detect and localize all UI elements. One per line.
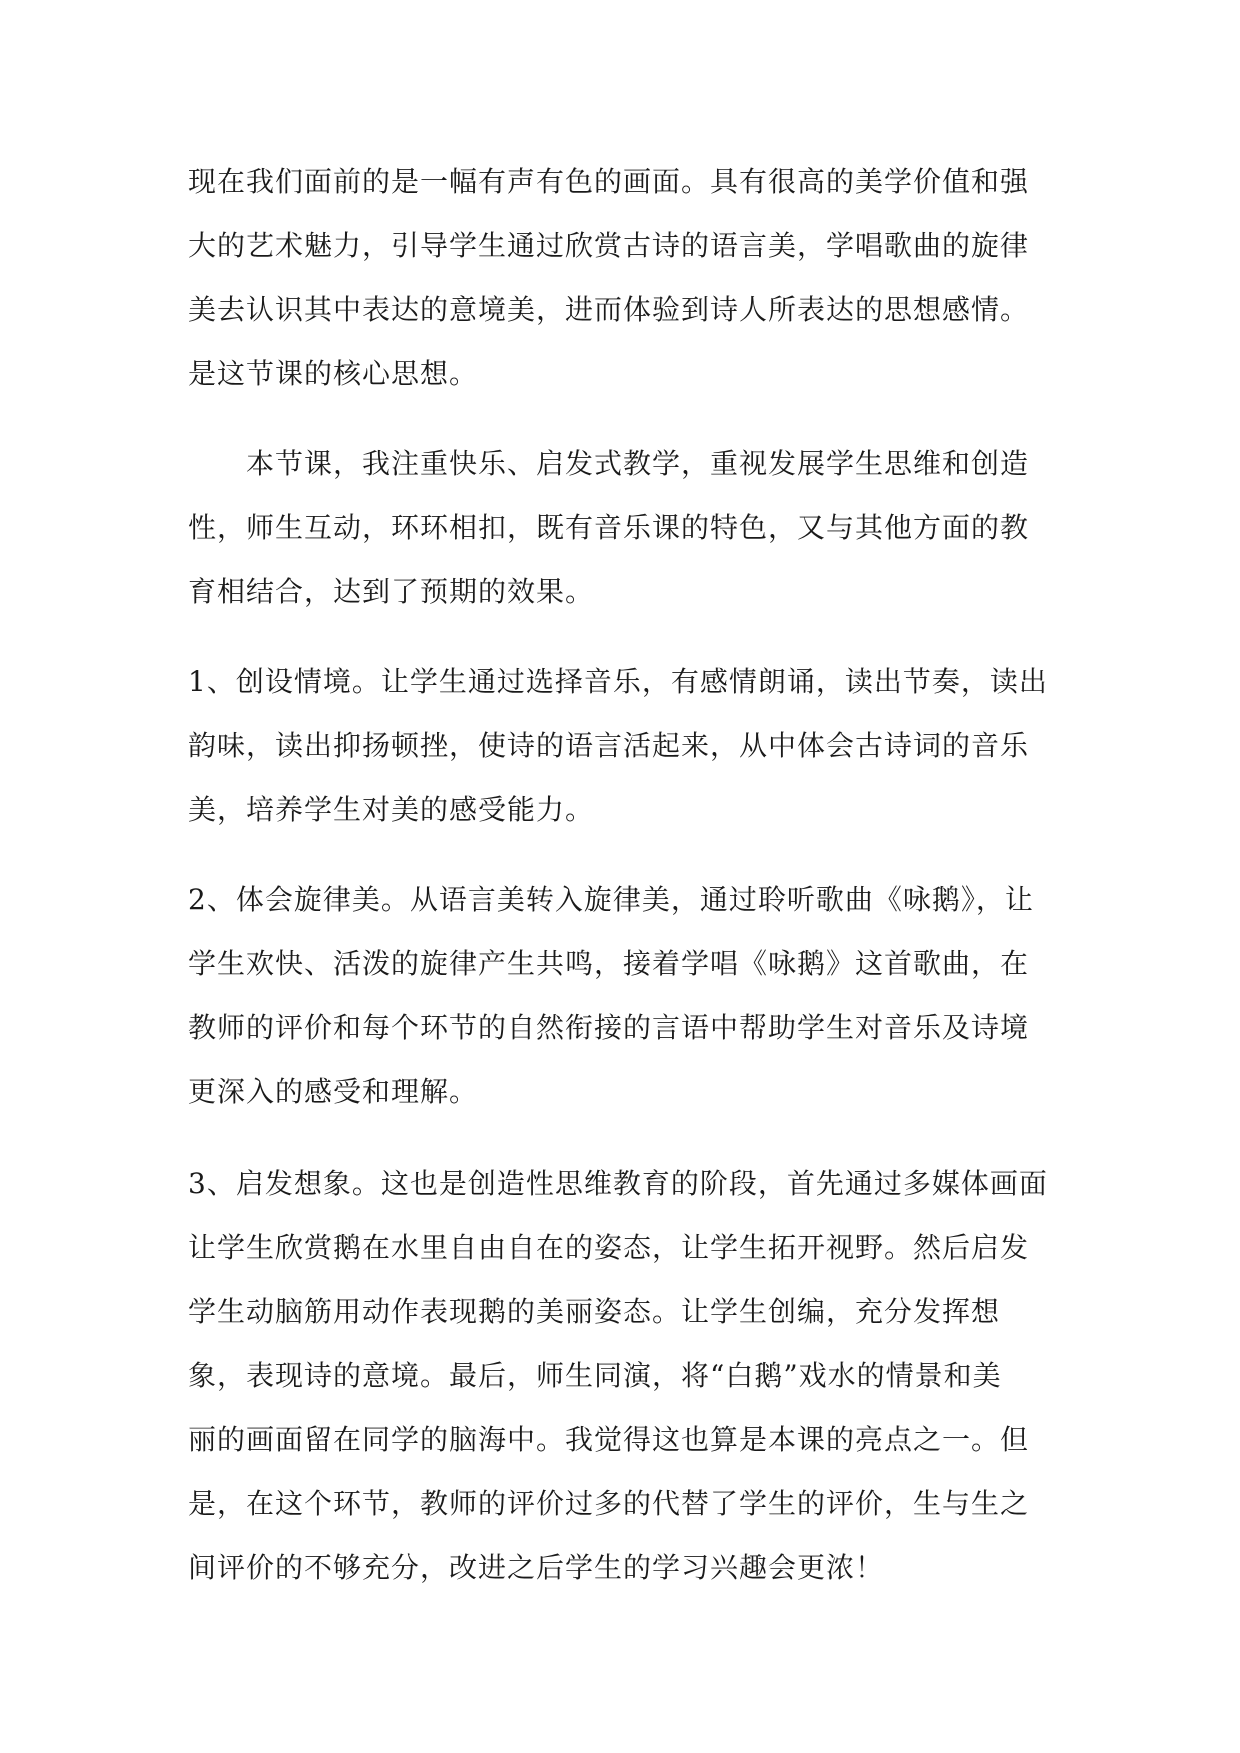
- text-line: 让学生欣赏鹅在水里自由自在的姿态，让学生拓开视野。然后启发: [188, 1231, 1030, 1264]
- text-line: 象，表现诗的意境。最后，师生同演，将“白鹅”戏水的情景和美: [188, 1359, 1002, 1392]
- text-line: 更深入的感受和理解。: [188, 1075, 479, 1108]
- paragraph-point-1: [188, 650, 1048, 842]
- text-line: 美，培养学生对美的感受能力。: [188, 793, 595, 826]
- text-line: 1、创设情境。让学生通过选择音乐，有感情朗诵，读出节奏，读出: [188, 665, 1048, 698]
- text-line: 学生欢快、活泼的旋律产生共鸣，接着学唱《咏鹅》这首歌曲，在: [188, 947, 1030, 980]
- text-line: 是，在这个环节，教师的评价过多的代替了学生的评价，生与生之: [188, 1487, 1030, 1520]
- text-line: 性，师生互动，环环相扣，既有音乐课的特色，又与其他方面的教: [188, 511, 1030, 544]
- text-line: 丽的画面留在同学的脑海中。我觉得这也算是本课的亮点之一。但: [188, 1423, 1030, 1456]
- paragraph-lesson-overview: [188, 432, 1048, 624]
- text-line: 现在我们面前的是一幅有声有色的画面。具有很高的美学价值和强: [188, 165, 1030, 198]
- paragraph-point-2: [188, 868, 1048, 1124]
- text-line: 大的艺术魅力，引导学生通过欣赏古诗的语言美，学唱歌曲的旋律: [188, 229, 1030, 262]
- text-line: 美去认识其中表达的意境美，进而体验到诗人所表达的思想感情。: [188, 293, 1030, 326]
- paragraph-intro: [188, 150, 1048, 406]
- text-line: 韵味，读出抑扬顿挫，使诗的语言活起来，从中体会古诗词的音乐: [188, 729, 1030, 762]
- paragraph-point-3: [188, 1152, 1048, 1600]
- text-line: 教师的评价和每个环节的自然衔接的言语中帮助学生对音乐及诗境: [188, 1011, 1030, 1044]
- text-line: 是这节课的核心思想。: [188, 357, 479, 390]
- text-line: 2、体会旋律美。从语言美转入旋律美，通过聆听歌曲《咏鹅》，让: [188, 883, 1034, 916]
- text-line: 间评价的不够充分，改进之后学生的学习兴趣会更浓！: [188, 1551, 885, 1584]
- text-line: 3、启发想象。这也是创造性思维教育的阶段，首先通过多媒体画面: [188, 1167, 1048, 1200]
- text-line: 学生动脑筋用动作表现鹅的美丽姿态。让学生创编，充分发挥想: [188, 1295, 1001, 1328]
- text-line: 本节课，我注重快乐、启发式教学，重视发展学生思维和创造: [188, 447, 1030, 480]
- text-line: 育相结合，达到了预期的效果。: [188, 575, 595, 608]
